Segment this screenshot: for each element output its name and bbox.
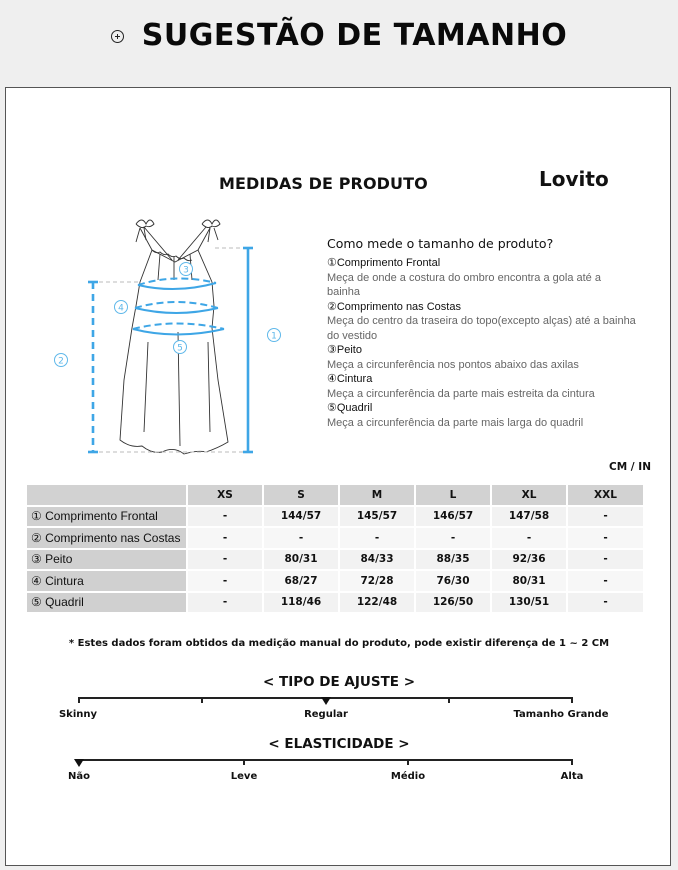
banner-title: SUGESTÃO DE TAMANHO [141,17,568,53]
table-cell: 122/48 [340,593,414,613]
table-row [27,593,643,613]
table-cell: 130/51 [492,593,566,613]
row-label: ④ Cintura [27,571,186,591]
dress-outline [120,220,228,454]
elasticity-label-light: Leve [230,771,258,782]
size-header-xs: XS [188,485,262,505]
table-cell: 68/27 [264,571,338,591]
table-cell: 144/57 [264,507,338,527]
fit-label-plus-size: Tamanho Grande [513,709,609,720]
table-cell: - [568,593,643,613]
table-cell: 88/35 [416,550,490,570]
marker-1-label: 1 [271,331,277,342]
howto-item [327,372,637,401]
elasticity-label-none: Não [68,771,90,782]
unit-label: CM / IN [609,461,651,473]
howto-item [327,401,637,430]
table-row [27,507,643,527]
how-to-measure [327,236,637,430]
dress-measurement-diagram [40,210,300,460]
size-header-s: S [264,485,338,505]
howto-item-title: ③Peito [327,344,362,356]
fit-scale-tick [78,697,80,703]
table-cell: 146/57 [416,507,490,527]
table-cell: 92/36 [492,550,566,570]
plus-circle-icon[interactable] [111,30,124,43]
howto-item-desc: Meça a circunferência nos pontos abaixo das axilas [327,358,579,371]
table-corner-cell [27,485,186,505]
table-cell: 147/58 [492,507,566,527]
elasticity-scale-tick [243,759,245,765]
waist-circumference [135,302,218,313]
size-suggestion-banner [0,0,678,70]
table-cell: - [188,528,262,548]
row-label: ⑤ Quadril [27,593,186,613]
size-header-l: L [416,485,490,505]
table-cell: 126/50 [416,593,490,613]
elasticity-scale-line [78,759,573,761]
diagram-markers [55,263,281,367]
hip-circumference [133,324,224,335]
fit-scale-tick [448,697,450,703]
fit-scale-tick [201,697,203,703]
howto-item-desc: Meça a circunferência da parte mais larga do quadril [327,416,584,429]
table-cell: 76/30 [416,571,490,591]
howto-item-title: ②Comprimento nas Costas [327,300,461,313]
row-label: ③ Peito [27,550,186,570]
table-cell: - [568,550,643,570]
table-cell: - [188,507,262,527]
size-header-m: M [340,485,414,505]
size-header-xxl: XXL [568,485,643,505]
howto-item-desc: Meça a circunferência da parte mais estreita da cintura [327,387,595,400]
howto-item-title: ①Comprimento Frontal [327,257,441,269]
marker-5-label: 5 [177,343,183,354]
table-cell: 80/31 [264,550,338,570]
fit-selected-marker [321,697,331,705]
howto-item-title: ⑤Quadril [327,402,373,414]
howto-item [327,256,637,300]
table-row [27,528,643,548]
table-header-row [27,485,643,505]
howto-item-desc: Meça do centro da traseira do topo(excepto alças) até a bainha do vestido [327,315,636,342]
table-cell: 84/33 [340,550,414,570]
elasticity-label-high: Alta [560,771,584,782]
elasticity-selected-marker [74,759,84,767]
table-cell: - [188,593,262,613]
row-label: ② Comprimento nas Costas [27,528,186,548]
front-length-line [243,248,253,452]
elasticity-label-medium: Médio [390,771,426,782]
how-to-heading: Como mede o tamanho de produto? [327,236,554,251]
howto-item-desc: Meça de onde a costura do ombro encontra a gola até a bainha [327,271,601,298]
table-cell: - [568,507,643,527]
howto-item [327,343,637,372]
table-cell: - [492,528,566,548]
table-cell: - [340,528,414,548]
elasticity-scale-tick [571,759,573,765]
table-cell: 118/46 [264,593,338,613]
chart-title: MEDIDAS DE PRODUTO [219,174,428,193]
back-length-line [88,282,98,452]
table-cell: - [416,528,490,548]
fit-scale-tick [571,697,573,703]
table-row [27,571,643,591]
chest-circumference [138,278,216,289]
howto-item [327,300,637,344]
table-cell: 145/57 [340,507,414,527]
brand-logo: Lovito [539,167,609,191]
size-table [25,483,645,614]
fit-type-title: < TIPO DE AJUSTE > [262,674,416,690]
howto-item-title: ④Cintura [327,373,373,385]
measurement-note: * Estes dados foram obtidos da medição manual do produto, pode existir diferença de 1 ~ 2 CM [68,638,610,649]
table-cell: - [188,550,262,570]
table-row [27,550,643,570]
marker-4-label: 4 [118,303,124,314]
table-cell: - [264,528,338,548]
table-cell: - [188,571,262,591]
table-cell: 72/28 [340,571,414,591]
marker-2-label: 2 [58,356,64,367]
elasticity-title: < ELASTICIDADE > [268,736,410,752]
fit-label-regular: Regular [304,709,348,720]
row-label: ① Comprimento Frontal [27,507,186,527]
size-header-xl: XL [492,485,566,505]
table-cell: - [568,571,643,591]
marker-3-label: 3 [183,265,189,276]
fit-label-skinny: Skinny [58,709,98,720]
table-cell: - [568,528,643,548]
table-cell: 80/31 [492,571,566,591]
elasticity-scale-tick [407,759,409,765]
